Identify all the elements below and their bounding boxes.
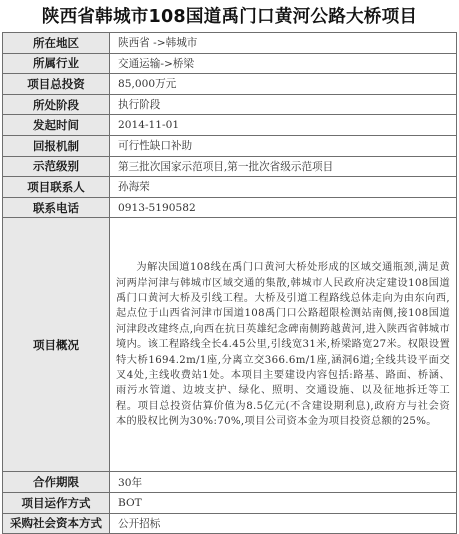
row-value-phone: 0913-5190582 xyxy=(110,197,457,218)
row-value-term: 30年 xyxy=(110,472,457,493)
row-value-start-date: 2014-11-01 xyxy=(110,115,457,136)
row-value-demo-level: 第三批次国家示范项目,第一批次省级示范项目 xyxy=(110,156,457,177)
page-title: 陕西省韩城市108国道禹门口黄河公路大桥项目 xyxy=(41,7,418,27)
table-row xyxy=(3,94,457,115)
table-row xyxy=(3,33,457,54)
project-overview-text: 为解决国道108线在禹门口黄河大桥处形成的区域交通瓶颈,满足黄河两岸河津与韩城市区域交通的集散,韩城市人民政府决定建设108国道禹门口黄河大桥及引线工程。大桥及引道工程路线总体走向为由东向西,起点位于山西省河津市国道108禹门口公路超限检测站南侧,接108国道河津段改建终点,向西在抗日英雄纪念碑南侧跨越黄河,进入陕西省韩城市境内。该工程路线全长4.45公里,引线宽31米,桥梁路宽27米。权限设置特大桥1694.2m/1座,分离立交366.6m/1座,涵洞6道;全线共设平面交叉4处,主线收费站1处。本项目主要建设内容包括:路基、路面、桥涵、雨污水管道、边坡支护、绿化、照明、交通设施、以及征地拆迁等工程。项目总投资估算价值为8.5亿元(不含建设期利息),政府方与社会资本的股权比例为30%:70%,项目公司资本金为项目投资总额的25%。 xyxy=(110,218,457,472)
row-value-return-mechanism: 可行性缺口补助 xyxy=(110,135,457,156)
table-row xyxy=(3,492,457,513)
row-label-region: 所在地区 xyxy=(3,33,110,54)
row-label-contact: 项目联系人 xyxy=(3,177,110,198)
table-row xyxy=(3,135,457,156)
row-value-total-investment: 85,000万元 xyxy=(110,74,457,95)
row-value-stage: 执行阶段 xyxy=(110,94,457,115)
row-label-operation-mode: 项目运作方式 xyxy=(3,492,110,513)
table-row xyxy=(3,53,457,74)
table-row xyxy=(3,197,457,218)
row-label-phone: 联系电话 xyxy=(3,197,110,218)
row-label-start-date: 发起时间 xyxy=(3,115,110,136)
table-row xyxy=(3,74,457,95)
row-label-return-mechanism: 回报机制 xyxy=(3,135,110,156)
table-row xyxy=(3,177,457,198)
row-value-operation-mode: BOT xyxy=(110,492,457,513)
row-value-region: 陕西省 ->韩城市 xyxy=(110,33,457,54)
row-label-industry: 所属行业 xyxy=(3,53,110,74)
row-label-total-investment: 项目总投资 xyxy=(3,74,110,95)
row-label-procurement: 采购社会资本方式 xyxy=(3,513,110,534)
row-label-term: 合作期限 xyxy=(3,472,110,493)
row-value-procurement: 公开招标 xyxy=(110,513,457,534)
table-row xyxy=(3,513,457,534)
row-label-overview: 项目概况 xyxy=(3,218,110,472)
table-row xyxy=(3,156,457,177)
row-label-demo-level: 示范级别 xyxy=(3,156,110,177)
table-row xyxy=(3,115,457,136)
project-info-table xyxy=(2,32,457,534)
row-value-industry: 交通运输->桥梁 xyxy=(110,53,457,74)
table-row xyxy=(3,472,457,493)
row-value-contact: 孙海荣 xyxy=(110,177,457,198)
row-label-stage: 所处阶段 xyxy=(3,94,110,115)
table-row-overview xyxy=(3,218,457,472)
